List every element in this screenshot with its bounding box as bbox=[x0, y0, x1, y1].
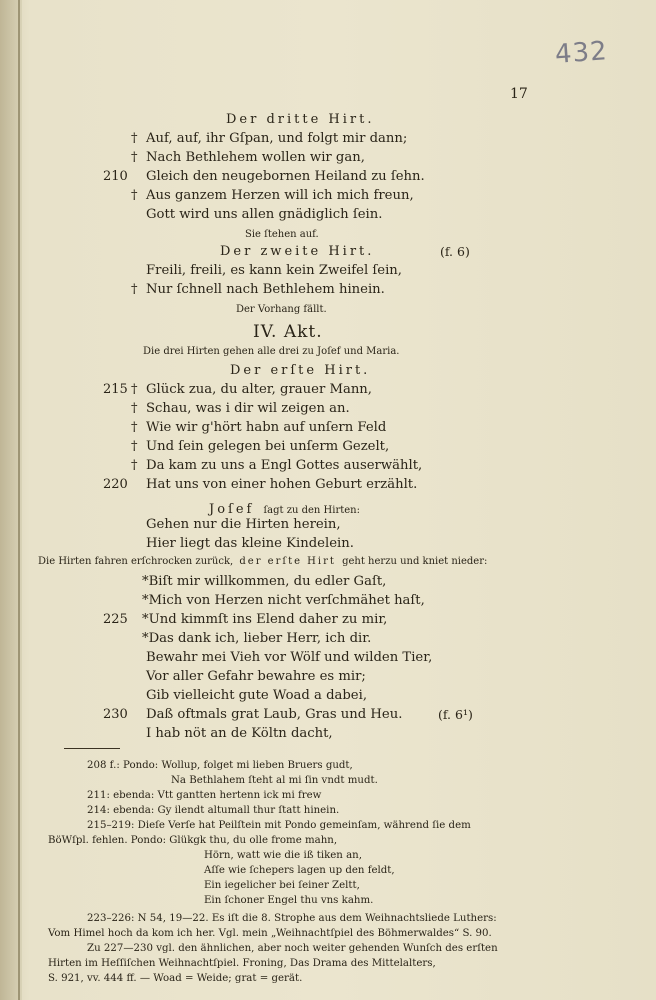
cross-mark: † bbox=[131, 282, 138, 297]
footnote-line: 215–219: Dieſe Verſe hat Peilſtein mit Pondo gemeinſam, während ſie dem bbox=[87, 820, 471, 831]
footnote-line: 211: ebenda: Vtt gantten hertenn ick mi frew bbox=[87, 790, 322, 801]
verse-line: Nur ſchnell nach Bethlehem hinein. bbox=[146, 282, 385, 297]
verse-line: Nach Bethlehem wollen wir gan, bbox=[146, 150, 365, 165]
footnote-line: S. 921, vv. 444 ff. — Woad = Weide; grat = gerät. bbox=[48, 973, 303, 984]
speaker-third-shepherd: Der dritte Hirt. bbox=[226, 112, 375, 127]
verse-line: Wie wir g'hört habn auf unſern Feld bbox=[146, 420, 387, 435]
stage-direction-part: Die Hirten fahren erſchrocken zurück, bbox=[38, 556, 234, 567]
footnote-line: Ein iegelicher bei ſeiner Zeltt, bbox=[204, 880, 360, 891]
footnote-line: BöWſpl. fehlen. Pondo: Glükgk thu, du olle frome mahn, bbox=[48, 835, 338, 846]
cross-mark: † bbox=[131, 188, 138, 203]
verse-line: *Das dank ich, lieber Herr, ich dir. bbox=[142, 631, 372, 646]
verse-line: Vor aller Gefahr bewahre es mir; bbox=[146, 669, 366, 684]
verse-line: Bewahr mei Vieh vor Wölf und wilden Tier, bbox=[146, 650, 433, 665]
stage-direction: Der Vorhang fällt. bbox=[236, 304, 327, 315]
footnote-line: Hörn, watt wie die iß tiken an, bbox=[204, 850, 362, 861]
speaker-josef: Joſef bbox=[209, 502, 255, 517]
cross-mark: † bbox=[131, 420, 138, 435]
verse-line: *Biſt mir willkommen, du edler Gaſt, bbox=[142, 574, 387, 589]
cross-mark: † bbox=[131, 150, 138, 165]
footnote-line: Na Bethlahem ſteht al mi ſin vndt mudt. bbox=[171, 775, 378, 786]
verse-line: Und ſein gelegen bei unſerm Gezelt, bbox=[146, 439, 390, 454]
verse-line: I hab nöt an de Költn dacht, bbox=[146, 726, 333, 741]
verse-line: Auf, auf, ihr Gſpan, und folgt mir dann; bbox=[146, 131, 408, 146]
page-number: 17 bbox=[510, 86, 528, 102]
line-number: 220 bbox=[103, 477, 128, 492]
act-heading: IV. Akt. bbox=[253, 322, 323, 342]
line-number: 225 bbox=[103, 612, 128, 627]
verse-line: Da kam zu uns a Engl Gottes auserwählt, bbox=[146, 458, 423, 473]
verse-line: *Und kimmſt ins Elend daher zu mir, bbox=[142, 612, 388, 627]
footnote-line: Vom Himel hoch da kom ich her. Vgl. mein „Weihnachtſpiel des Böhmerwaldes“ S. 90. bbox=[48, 928, 492, 939]
verse-line: Gleich den neugebornen Heiland zu ſehn. bbox=[146, 169, 425, 184]
line-number: 210 bbox=[103, 169, 128, 184]
stage-direction: ſagt zu den Hirten: bbox=[263, 505, 360, 516]
folio-reference: (f. 6) bbox=[440, 244, 470, 259]
verse-line: Glück zua, du alter, grauer Mann, bbox=[146, 382, 372, 397]
speaker-second-shepherd: Der zweite Hirt. bbox=[220, 244, 375, 259]
line-number: 215 bbox=[103, 382, 128, 397]
footnote-line: Ein ſchoner Engel thu vns kahm. bbox=[204, 895, 374, 906]
verse-line: Hat uns von einer hohen Geburt erzählt. bbox=[146, 477, 418, 492]
cross-mark: † bbox=[131, 458, 138, 473]
verse-line: Schau, was i dir wil zeigen an. bbox=[146, 401, 350, 416]
verse-line: Gehen nur die Hirten herein, bbox=[146, 517, 341, 532]
verse-line: Aus ganzem Herzen will ich mich freun, bbox=[146, 188, 414, 203]
cross-mark: † bbox=[131, 401, 138, 416]
folio-reference: (f. 6¹) bbox=[438, 707, 473, 722]
line-number: 230 bbox=[103, 707, 128, 722]
footnote-line: 223–226: N 54, 19—22. Es iſt die 8. Strophe aus dem Weihnachtsliede Luthers: bbox=[87, 913, 497, 924]
verse-line: Gib vielleicht gute Woad a dabei, bbox=[146, 688, 368, 703]
verse-line: *Mich von Herzen nicht verſchmähet haſt, bbox=[142, 593, 425, 608]
cross-mark: † bbox=[131, 131, 138, 146]
footnote-line: 208 f.: Pondo: Wollup, folget mi lieben Bruers gudt, bbox=[87, 760, 353, 771]
footnote-line: Aſſe wie ſchepers lagen up den feldt, bbox=[204, 865, 395, 876]
stage-direction-speaker: der erſte Hirt bbox=[239, 556, 336, 567]
verse-line: Gott wird uns allen gnädiglich ſein. bbox=[146, 207, 383, 222]
stage-direction-part: geht herzu und kniet nieder: bbox=[342, 556, 488, 567]
stage-direction: Die drei Hirten gehen alle drei zu Joſef und Maria. bbox=[143, 346, 400, 357]
footnote-line: Hirten im Heſſiſchen Weihnachtſpiel. Froning, Das Drama des Mittelalters, bbox=[48, 958, 436, 969]
stage-direction: Sie ſtehen auf. bbox=[245, 229, 319, 240]
stage-direction-kneels bbox=[38, 556, 487, 567]
verse-line: Hier liegt das kleine Kindelein. bbox=[146, 536, 354, 551]
cross-mark: † bbox=[131, 382, 138, 397]
binding-edge-line bbox=[18, 0, 20, 1000]
footnote-line: Zu 227—230 vgl. den ähnlichen, aber noch weiter gehenden Wunſch des erſten bbox=[87, 943, 498, 954]
verse-line: Freili, freili, es kann kein Zweifel ſein, bbox=[146, 263, 402, 278]
speaker-josef-line bbox=[209, 498, 360, 517]
pencil-folio-note: 432 bbox=[554, 36, 609, 70]
cross-mark: † bbox=[131, 439, 138, 454]
speaker-first-shepherd: Der erſte Hirt. bbox=[230, 363, 371, 378]
footnote-rule bbox=[64, 748, 120, 749]
verse-line: Daß oftmals grat Laub, Gras und Heu. bbox=[146, 707, 403, 722]
footnote-line: 214: ebenda: Gy ilendt altumall thur ſtatt hinein. bbox=[87, 805, 340, 816]
